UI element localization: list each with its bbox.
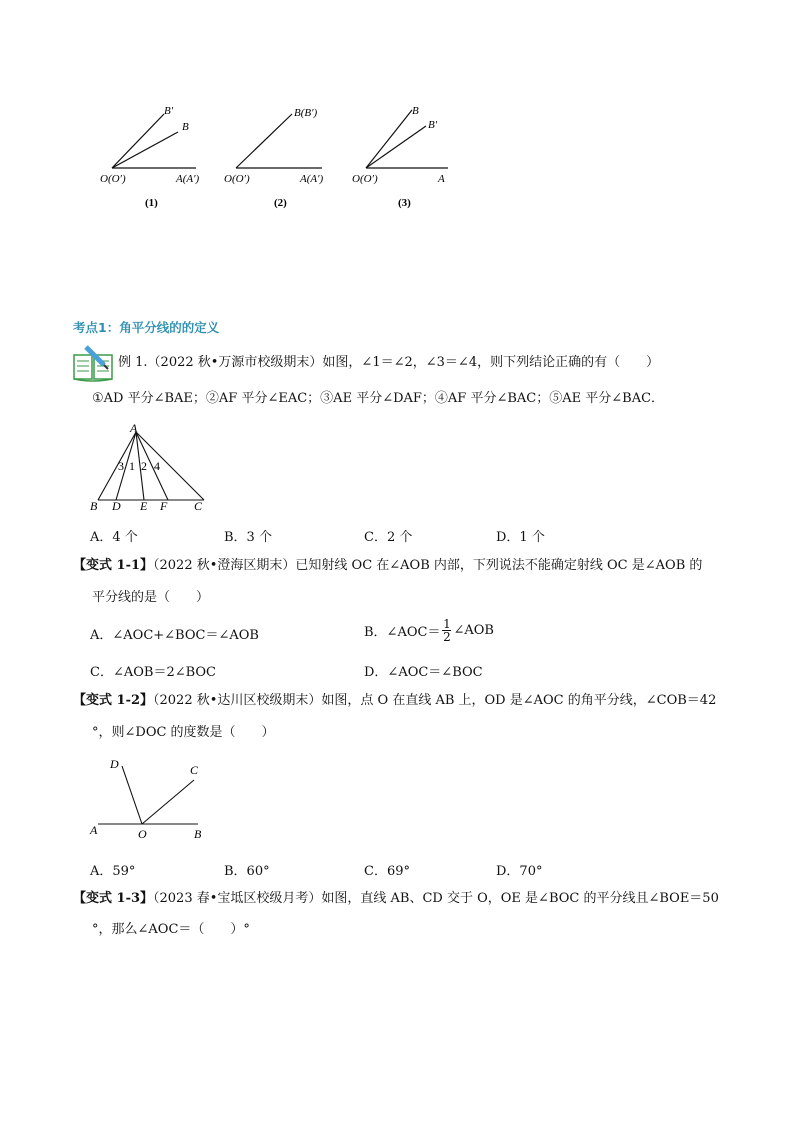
fig2-caption: (2) (274, 197, 287, 209)
variant11-option-b (364, 618, 494, 643)
variant11-option-c: C．∠AOB＝2∠BOC (90, 665, 217, 680)
variant12-option-c: C．69° (364, 864, 410, 879)
line-figure-label-o: O (138, 827, 147, 841)
angle-number-1: 1 (129, 459, 135, 473)
variant13-text2: °，那么∠AOC＝（ ）° (92, 922, 250, 937)
fig2-label-b: B(B′) (294, 107, 318, 119)
book-pencil-icon (72, 343, 118, 383)
example1-text: （2022 秋•万源市校级期末）如图，∠1＝∠2，∠3＝∠4，则下列结论正确的有（ ） (147, 355, 660, 370)
variant13-tag: 【变式 1-3】 (73, 891, 154, 906)
fig1-label-b: B (182, 121, 189, 133)
variant12-option-b: B．60° (224, 864, 270, 879)
fig3-label-o: O(O′) (352, 173, 378, 185)
fig2-label-o: O(O′) (224, 173, 250, 185)
variant11-tag: 【变式 1-1】 (73, 558, 154, 573)
section-title: 考点1：角平分线的的定义 (73, 320, 220, 335)
fraction-half (442, 618, 451, 643)
variant11-text1: （2022 秋•澄海区期末）已知射线 OC 在∠AOB 内部，下列说法不能确定射线 OC 是∠AOB 的 (153, 558, 703, 573)
example1-option-a: A．4 个 (90, 530, 138, 545)
variant13-question (73, 890, 719, 908)
fig1-label-bprime: B′ (164, 105, 174, 117)
fig2-label-a: A(A′) (300, 173, 324, 185)
variant11-option-a: A．∠AOC+∠BOC＝∠AOB (90, 628, 259, 643)
variant11-option-b-post: ∠AOB (453, 623, 494, 638)
variant12-option-a: A．59° (90, 864, 136, 879)
fig3-label-bprime: B′ (428, 119, 438, 131)
fig1-label-o: O(O′) (100, 173, 126, 185)
example1-option-b: B．3 个 (224, 530, 272, 545)
line-angle-figure (86, 752, 216, 844)
variant13-text1: （2023 春•宝坻区校级月考）如图，直线 AB、CD 交于 O，OE 是∠BOC 的平分线且∠BOE＝50 (153, 891, 719, 906)
variant11-question (73, 557, 702, 575)
line-figure-label-b: B (194, 827, 202, 841)
angle-figure-1 (98, 100, 218, 215)
triangle-label-b: B (90, 499, 98, 512)
angle-number-2: 2 (141, 459, 147, 473)
fraction-denominator: 2 (443, 630, 451, 644)
variant11-option-b-pre: B．∠AOC＝ (364, 625, 441, 640)
example1-option-c: C．2 个 (364, 530, 413, 545)
fig1-label-a: A(A′) (176, 173, 200, 185)
variant12-question (73, 692, 716, 710)
fig1-caption: (1) (145, 197, 158, 209)
variant12-text1: （2022 秋•达川区校级期末）如图，点 O 在直线 AB 上，OD 是∠AOC 的角平分线，∠COB＝42 (153, 693, 717, 708)
triangle-label-a: A (130, 421, 138, 435)
variant11-text2: 平分线的是（ ） (92, 590, 210, 605)
line-figure-label-c: C (190, 763, 199, 777)
fig3-label-b: B (412, 105, 419, 117)
fig3-caption: (3) (398, 197, 411, 209)
variant12-option-d: D．70° (496, 864, 543, 879)
angle-figure-3 (350, 100, 470, 215)
variant12-text2: °，则∠DOC 的度数是（ ） (92, 725, 275, 740)
example1-lead: 例 1. (118, 355, 148, 370)
triangle-label-e: E (140, 499, 148, 512)
angle-figure-2 (222, 100, 342, 215)
fig3-label-a: A (438, 173, 445, 185)
line-figure-label-d: D (110, 757, 119, 771)
variant11-option-d: D．∠AOC＝∠BOC (364, 665, 483, 680)
triangle-figure (86, 420, 216, 512)
example1-statements: ①AD 平分∠BAE；②AF 平分∠EAC；③AE 平分∠DAF；④AF 平分∠BAC；⑤AE 平分∠BAC． (92, 391, 665, 406)
triangle-label-f: F (160, 499, 168, 512)
angle-number-3: 3 (118, 459, 124, 473)
angle-number-4: 4 (154, 459, 160, 473)
variant12-tag: 【变式 1-2】 (73, 693, 154, 708)
example1-question (118, 354, 659, 372)
fraction-numerator: 1 (443, 617, 451, 631)
triangle-label-d: D (112, 499, 121, 512)
line-figure-label-a: A (90, 823, 98, 837)
triangle-label-c: C (194, 499, 203, 512)
example1-option-d: D．1 个 (496, 530, 545, 545)
